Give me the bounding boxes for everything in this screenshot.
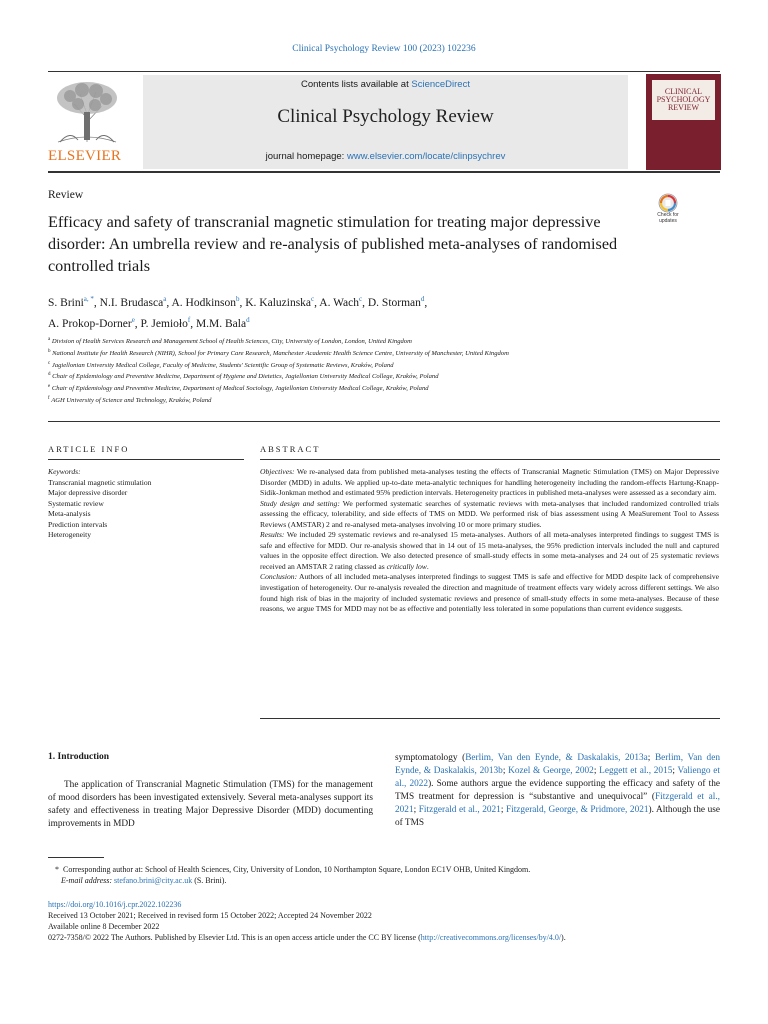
cover-line-1: CLINICAL [664, 87, 703, 96]
footnote-rule [48, 857, 104, 858]
keyword: Major depressive disorder [48, 488, 128, 497]
author[interactable]: S. Brini$^{a, *}$, [48, 295, 100, 309]
author[interactable]: D. Storman$^d$, [367, 295, 428, 309]
email-link[interactable]: stefano.brini@city.ac.uk [114, 876, 193, 885]
publication-metadata [48, 899, 728, 943]
author[interactable]: A. Hodkinson$^b$, [171, 295, 246, 309]
journal-title: Clinical Psychology Review [277, 106, 494, 127]
author[interactable]: K. Kaluzinska$^c$, [245, 295, 320, 309]
author[interactable]: N.I. Brudasca$^a$, [99, 295, 172, 309]
cover-title [652, 88, 715, 112]
citation-link[interactable]: Berlim, Van den Eynde, & Daskalakis, 2013a [465, 753, 648, 763]
sciencedirect-link[interactable]: ScienceDirect [411, 79, 470, 90]
introduction-heading: 1. Introduction [48, 752, 110, 762]
abstract-body [260, 467, 719, 615]
article-info-heading: ARTICLE INFO [48, 444, 130, 454]
affiliation-item: $^f$ AGH University of Science and Technology, Kraków, Poland [48, 395, 212, 405]
affiliation-item: $^b$ National Institute for Health Research (NIHR), School for Primary Care Research, Manchester Academic Health Science Centre, University of Manchester, United Kingdom [48, 348, 509, 357]
homepage-prefix: journal homepage: [265, 151, 347, 162]
abstract-bottom-rule [260, 718, 720, 719]
abstract-objectives: Objectives: We re-analysed data from published meta-analyses testing the effects of Transcranial Magnetic Stimulation (TMS) on Major Depressive Disorder (MDD) in adults. We applied up-to-date meta-analytic techniques for handling heterogeneity including the random-effects Hartung-Knapp-Sidik-Jonkman method and estimated 95% prediction intervals. Heterogeneity practices in published meta-analyses were assessed as a secondary aim. [260, 467, 719, 498]
license-statement: 0272-7358/© 2022 The Authors. Published by Elsevier Ltd. This is an open access article under the CC BY license (http://creativecommons.org/licenses/by/4.0/). [48, 933, 566, 942]
introduction-left-paragraph: The application of Transcranial Magnetic Stimulation (TMS) for the management of mood disorders has been investigated extensively. Several meta-analyses support its safety and effectiveness in treating Major Depressive Disorder (MDD) documenting improvements in MDD [48, 780, 373, 829]
corresponding-author-text: Corresponding author at: School of Health Sciences, City, University of London, 10 Northampton Square, London EC1V OHB, United Kingdom. [63, 865, 531, 874]
keyword: Heterogeneity [48, 530, 92, 539]
elsevier-tree-logo [48, 78, 126, 146]
citation-link[interactable]: Fitzgerald et al., 2021 [395, 792, 720, 815]
article-title: Efficacy and safety of transcranial magnetic stimulation for treating major depressive disorder: An umbrella review and re-analysis of published meta-analyses of randomised controlled trials [48, 213, 618, 275]
journal-homepage [143, 151, 628, 162]
keywords-label: Keywords: [48, 467, 81, 476]
affiliations-bottom-rule [48, 421, 720, 422]
homepage-link[interactable]: www.elsevier.com/locate/clinpsychrev [346, 151, 506, 162]
abstract-rule [260, 459, 720, 460]
cover-line-3: REVIEW [667, 103, 700, 112]
abstract-heading: ABSTRACT [260, 444, 321, 454]
author[interactable]: A. Wach$^c$, [319, 295, 368, 309]
author[interactable]: P. Jemioło$^f$, [140, 315, 196, 330]
doi-link[interactable]: https://doi.org/10.1016/j.cpr.2022.102236 [48, 900, 182, 909]
citation-link[interactable]: Leggett et al., 2015 [599, 766, 673, 776]
introduction-right-paragraph: symptomatology (Berlim, Van den Eynde, & Daskalakis, 2013a; Berlim, Van den Eynde, & Daskalakis, 2013b; Kozel & George, 2002; Leggett et al., 2015; Valiengo et al., 2022). Some authors argue the evidence supporting the efficacy and safety of the TMS treatment for depression is “substantive and unequivocal” (Fitzgerald et al., 2021; Fitzgerald et al., 2021; Fitzgerald, George, & Pridmore, 2021). Although the use of TMS [395, 753, 720, 828]
header-top-rule [48, 71, 720, 72]
author[interactable]: M.M. Bala$^d$ [195, 315, 250, 330]
citation-link[interactable]: Berlim, Van den Eynde, & Daskalakis, 2013b [395, 753, 720, 776]
available-online-date: Available online 8 December 2022 [48, 922, 160, 931]
received-dates: Received 13 October 2021; Received in revised form 15 October 2022; Accepted 24 November 2022 [48, 911, 372, 920]
citation-link[interactable]: Fitzgerald et al., 2021 [418, 805, 501, 815]
cover-line-2: PSYCHOLOGY [656, 95, 711, 104]
email-label: E-mail address: [61, 876, 113, 885]
cover-title-panel [652, 80, 715, 120]
author[interactable]: A. Prokop-Dorner$^e$, [48, 315, 141, 330]
contents-availability [143, 79, 628, 90]
journal-cover-thumbnail[interactable] [646, 74, 721, 170]
corresponding-author-note [55, 864, 720, 886]
citation-link[interactable]: Fitzgerald, George, & Pridmore, 2021 [505, 805, 649, 815]
footnote-mark: * [55, 865, 59, 874]
affiliation-item: $^c$ Jagiellonian University Medical College, Faculty of Medicine, Students' Scientific Group of Systematic Reviews, Kraków, Poland [48, 360, 394, 369]
keywords-block [48, 467, 244, 541]
abstract-results: Results: We included 29 systematic reviews and re-analysed 15 meta-analyses. Authors of all meta-analyses interpreted findings to suggest TMS is safe and effective for MDD. Our re-analysis showed that in 14 out of 15 meta-analyses, the 95% prediction intervals included the null and captured values in the opposite effect direction. We also detected presence of small-study effects in some meta-analyses and 24 out of 25 systematic reviews received an AMSTAR 2 rating classed as critically low. [260, 530, 719, 571]
publisher-wordmark: ELSEVIER [48, 148, 122, 164]
affiliation-list [48, 335, 688, 406]
author-list [48, 291, 688, 333]
abstract-conclusion: Conclusion: Authors of all included meta-analyses interpreted findings to suggest TMS is safe and effective for MDD despite lack of comprehensive investigation of heterogeneity. Our re-analysis revealed the direction and magnitude of treatment effects vary widely across different settings. We also found high risk of bias in the majority of included systematic reviews and presence of small-study effects in some meta-analyses. Because of these reasons, we argue TMS for MDD may not be as effective and potentially less tolerated in some populations than current evidence suggests. [260, 572, 719, 614]
check-for-updates-badge[interactable] [648, 193, 688, 227]
affiliation-item: $^a$ Division of Health Services Research and Management School of Health Sciences, City, University of London, London, United Kingdom [48, 337, 412, 346]
keyword: Meta-analysis [48, 509, 91, 518]
affiliation-item: $^e$ Chair of Epidemiology and Preventive Medicine, Department of Medical Sociology, Jagiellonian University Medical College, Kraków, Poland [48, 384, 429, 393]
affiliation-item: $^d$ Chair of Epidemiology and Preventive Medicine, Department of Hygiene and Dietetics, Jagiellonian University Medical College, Kraków, Poland [48, 372, 439, 381]
header-bottom-rule [48, 171, 720, 173]
keyword: Systematic review [48, 498, 104, 508]
check-for-updates-label: Check for updates [657, 212, 679, 224]
journal-reference[interactable]: Clinical Psychology Review 100 (2023) 102236 [292, 44, 476, 54]
abstract-study-design: Study design and setting: We performed systematic searches of systematic reviews with meta-analyses that included randomized controlled trials assessing the efficacy, tolerability, and side effects of TMS on MDD. We performed risk of bias assessment using A MeaSurement Tool to Assess Reviews (AMSTAR) 2 and re-analysed meta-analyses involving 10 or more primary studies. [260, 498, 720, 529]
license-link[interactable]: http://creativecommons.org/licenses/by/4.0/ [420, 933, 562, 942]
citation-link[interactable]: Valiengo et al., 2022 [395, 766, 720, 789]
email-tail: (S. Brini). [192, 876, 227, 885]
article-info-rule [48, 459, 244, 460]
citation-link[interactable]: Kozel & George, 2002 [508, 766, 594, 776]
keyword: Prediction intervals [48, 519, 108, 529]
article-type-label: Review [48, 189, 84, 201]
keyword: Transcranial magnetic stimulation [48, 477, 152, 487]
contents-prefix: Contents lists available at [301, 79, 412, 90]
update-check-icon [648, 193, 688, 213]
